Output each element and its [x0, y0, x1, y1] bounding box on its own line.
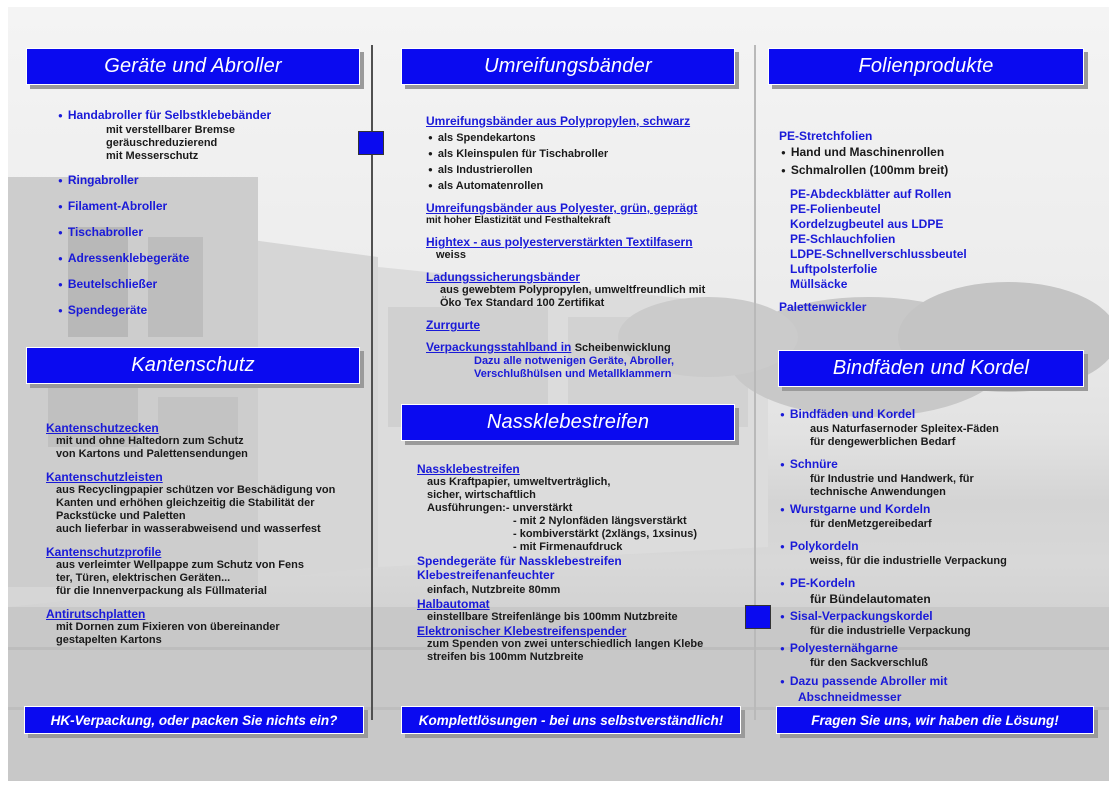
item-title: Palettenwickler: [779, 300, 867, 314]
folien-content: [779, 129, 1099, 314]
desc-line: Verschlußhülsen und Metallklammern: [474, 368, 672, 380]
item-desc: [810, 423, 1100, 449]
umreifung-content: [426, 114, 746, 381]
geraete-list: [58, 108, 358, 319]
list-item: ● PE-Kordeln: [780, 576, 1100, 592]
item-desc: einfach, Nutzbreite 80mm: [427, 584, 561, 596]
item-desc: weiss: [436, 249, 466, 261]
brochure-page: [8, 7, 1109, 781]
list-item: Luftpolsterfolie: [790, 262, 878, 276]
item-desc: einstellbare Streifenlänge bis 100mm Nutzbreite: [427, 611, 678, 623]
pp-items: [428, 132, 746, 193]
desc-line: aus verleimter Wellpappe zum Schutz von Fens: [56, 559, 304, 571]
folien-products: [790, 187, 1099, 291]
list-item: LDPE-Schnellverschlussbeutel: [790, 247, 967, 261]
list-item: ● Tischabroller: [58, 225, 358, 241]
item-desc: [810, 592, 1100, 606]
desc-line: Dazu alle notwenigen Geräte, Abroller,: [474, 355, 675, 367]
nass-content: [417, 462, 747, 664]
desc-line: technische Anwendungen: [810, 486, 946, 498]
item-title: Kantenschutzprofile: [46, 545, 162, 559]
desc-line: für Bündelautomaten: [810, 592, 931, 606]
list-item: ● als Spendekartons: [428, 132, 746, 145]
footer-slogan-3: Fragen Sie uns, wir haben die Lösung!: [776, 706, 1094, 734]
desc-line: für die industrielle Verpackung: [810, 625, 971, 637]
list-item: PE-Abdeckblätter auf Rollen: [790, 187, 952, 201]
desc-line: für die Innenverpackung als Füllmaterial: [56, 585, 267, 597]
handabroller-details: [106, 124, 358, 163]
item-title: Spendegeräte für Nassklebestreifen: [417, 554, 622, 568]
item-title: Ladungssicherungsbänder: [426, 270, 581, 284]
list-item: ● Polykordeln: [780, 539, 1100, 555]
detail-line: mit Messerschutz: [106, 150, 199, 162]
detail-line: mit verstellbarer Bremse: [106, 124, 236, 136]
item-desc: [810, 555, 1100, 568]
item-desc: [810, 518, 1100, 531]
list-item: ● Sisal-Verpackungskordel: [780, 609, 1100, 625]
item-desc: mit hoher Elastizität und Festhaltekraft: [426, 215, 611, 226]
item-desc: [56, 484, 366, 536]
desc-line: sicher, wirtschaftlich: [427, 489, 536, 501]
item-suffix: Scheibenwicklung: [574, 342, 671, 354]
list-item: Kordelzugbeutel aus LDPE: [790, 217, 944, 231]
list-item: ● Schnüre: [780, 457, 1100, 473]
desc-line: - mit 2 Nylonfäden längsverstärkt: [513, 515, 687, 527]
desc-line: aus Kraftpapier, umweltverträglich,: [427, 476, 611, 488]
stahlband-line: [426, 340, 746, 355]
item-desc: [427, 638, 747, 664]
list-item: ● Hand und Maschinenrollen: [781, 145, 1099, 161]
list-item: Müllsäcke: [790, 277, 848, 291]
item-title: Halbautomat: [417, 597, 490, 611]
desc-line: aus gewebtem Polypropylen, umweltfreundlich mit: [440, 284, 706, 296]
list-item: ● Filament-Abroller: [58, 199, 358, 215]
item-desc: [810, 625, 1100, 638]
desc-line: Ausführungen:- unverstärkt: [427, 502, 573, 514]
desc-line: mit Dornen zum Fixieren von übereinander: [56, 621, 280, 633]
list-item: ● Wurstgarne und Kordeln: [780, 502, 1100, 518]
kantenschutz-list: [46, 421, 366, 647]
list-item: ● Handabroller für Selbstklebebänder: [58, 108, 358, 124]
item-desc: [56, 621, 366, 647]
desc-line: für dengewerblichen Bedarf: [810, 436, 956, 448]
desc-line: streifen bis 100mm Nutzbreite: [427, 651, 584, 663]
desc-line: Öko Tex Standard 100 Zertifikat: [440, 297, 605, 309]
item-title: Elektronischer Klebestreifenspender: [417, 624, 627, 638]
blue-square-marker: [358, 131, 384, 155]
desc-line: von Kartons und Palettensendungen: [56, 448, 248, 460]
blue-square-marker: [745, 605, 771, 629]
desc-line: - mit Firmenaufdruck: [513, 541, 623, 553]
item-desc: [810, 473, 1100, 499]
desc-line: für den Sackverschluß: [810, 657, 928, 669]
item-title: Umreifungsbänder aus Polyester, grün, geprägt: [426, 201, 698, 215]
list-item: ● als Industrierollen: [428, 164, 746, 177]
list-item: ● Ringabroller: [58, 173, 358, 189]
stretch-items: [781, 145, 1099, 179]
item-title: Kantenschutzleisten: [46, 470, 163, 484]
list-item: PE-Folienbeutel: [790, 202, 881, 216]
header-bindfaeden-und-kordel: Bindfäden und Kordel: [778, 350, 1084, 387]
header-folienprodukte: Folienprodukte: [768, 48, 1084, 85]
desc-line: aus Recyclingpapier schützen vor Beschädigung von: [56, 484, 336, 496]
item-desc: [810, 657, 1100, 670]
list-item: ● Bindfäden und Kordel: [780, 407, 1100, 423]
header-geraete-und-abroller: Geräte und Abroller: [26, 48, 360, 85]
item-title: Klebestreifenanfeuchter: [417, 568, 555, 582]
desc-line: ter, Türen, elektrischen Geräten...: [56, 572, 231, 584]
item-title: Antirutschplatten: [46, 607, 146, 621]
item-title: Nassklebestreifen: [417, 462, 520, 476]
list-item: ● Spendegeräte: [58, 303, 358, 319]
item-title: Kantenschutzecken: [46, 421, 159, 435]
item-desc: [56, 559, 366, 598]
footer-slogan-1: HK-Verpackung, oder packen Sie nichts ein?: [24, 706, 364, 734]
header-umreifungsbaender: Umreifungsbänder: [401, 48, 735, 85]
desc-line: gestapelten Kartons: [56, 634, 162, 646]
item-desc: Abschneidmesser: [798, 690, 902, 704]
list-item: PE-Schlauchfolien: [790, 232, 896, 246]
desc-line: für denMetzgereibedarf: [810, 518, 932, 530]
item-desc: [56, 435, 366, 461]
list-item: ● Adressenklebegeräte: [58, 251, 358, 267]
item-desc: [440, 284, 746, 310]
header-nassklebestreifen: Nassklebestreifen: [401, 404, 735, 441]
list-item: ● Polyesternähgarne: [780, 641, 1100, 657]
desc-line: Packstücke und Paletten: [56, 510, 186, 522]
desc-line: auch lieferbar in wasserabweisend und wasserfest: [56, 523, 321, 535]
header-kantenschutz: Kantenschutz: [26, 347, 360, 384]
list-item: ● Schmalrollen (100mm breit): [781, 163, 1099, 179]
nass-variants: [513, 515, 747, 554]
desc-line: aus Naturfasernoder Spleitex-Fäden: [810, 423, 999, 435]
detail-line: geräuschreduzierend: [106, 137, 218, 149]
desc-line: weiss, für die industrielle Verpackung: [810, 555, 1007, 567]
desc-line: zum Spenden von zwei unterschiedlich langen Klebe: [427, 638, 704, 650]
item-title: PE-Stretchfolien: [779, 129, 873, 143]
desc-line: - kombiverstärkt (2xlängs, 1xsinus): [513, 528, 698, 540]
item-title: Zurrgurte: [426, 318, 480, 332]
item-desc: [427, 476, 747, 515]
item-title: Hightex - aus polyesterverstärkten Textilfasern: [426, 235, 693, 249]
desc-line: für Industrie und Handwerk, für: [810, 473, 974, 485]
list-item: ● Beutelschließer: [58, 277, 358, 293]
desc-line: Kanten und erhöhen gleichzeitig die Stabilität der: [56, 497, 315, 509]
desc-line: mit und ohne Haltedorn zum Schutz: [56, 435, 244, 447]
list-item: ● als Kleinspulen für Tischabroller: [428, 148, 746, 161]
stahlband-desc: [474, 355, 746, 381]
item-title: Verpackungsstahlband in: [426, 340, 572, 354]
list-item: ● Dazu passende Abroller mit: [780, 674, 1100, 690]
bind-content: [780, 407, 1100, 704]
footer-slogan-2: Komplettlösungen - bei uns selbstverständlich!: [401, 706, 741, 734]
item-title: Umreifungsbänder aus Polypropylen, schwarz: [426, 114, 691, 128]
list-item: ● als Automatenrollen: [428, 180, 746, 193]
